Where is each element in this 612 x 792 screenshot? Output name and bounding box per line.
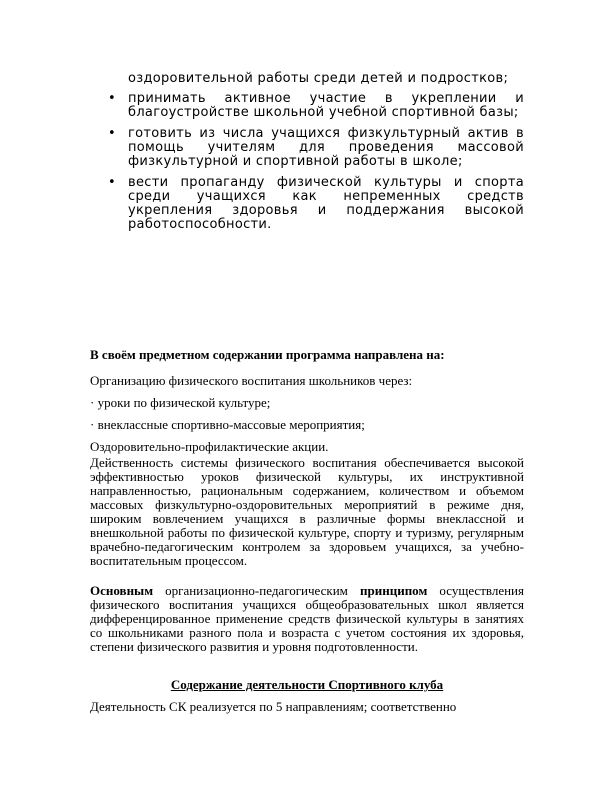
paragraph-actions: Оздоровительно-профилактические акции.: [90, 439, 329, 454]
bullet-icon: •: [108, 91, 116, 106]
list-item: [108, 92, 524, 120]
list-item-text: готовить из числа учащихся физкультурный актив в помощь учителям для проведения массовой физкультурной и спортивной работы в школе;: [128, 126, 524, 169]
paragraph-intro: Организацию физического воспитания школьников через:: [90, 373, 413, 388]
text-fragment: организационно-педагогическим: [153, 583, 361, 598]
bullet-icon: •: [108, 126, 116, 141]
list-item-text: принимать активное участие в укреплении и благоустройстве школьной учебной спортивной базы;: [128, 91, 524, 120]
paragraph-item-lessons: · уроки по физической культуре;: [90, 395, 271, 410]
bullet-icon: •: [108, 175, 116, 190]
paragraph-item-events: · внеклассные спортивно-массовые мероприятия;: [90, 417, 365, 432]
list-item: [108, 127, 524, 169]
bold-term-main: Основным: [90, 583, 154, 598]
paragraph-effectiveness: Действенность системы физического воспитания обеспечивается высокой эффективностью уроков физической культуры, их инструктивной направленностью, рациональным содержанием, количеством и объемом массовых физкультурно-оздоровительных мероприятий в режиме дня, широким вовлечением учащихся в различные формы внеклассной и внешкольной работы по физической культуре, спорту и туризму, регулярным врачебно-педагогическим контролем за здоровьем учащихся, за учебно-воспитательным процессом.: [90, 455, 524, 568]
list-item-text: вести пропаганду физической культуры и спорта среди учащихся как непременных средств укрепления здоровья и поддержания высокой работоспособности.: [128, 175, 524, 232]
club-intro-paragraph: Деятельность СК реализуется по 5 направлениям; соответственно: [90, 699, 457, 714]
bold-term-principle: принципом: [360, 583, 428, 598]
text-fragment: осуществления физического воспитания учащихся общеобразовательных школ является дифференцированное применение средств физической культуры в занятиях со школьниками разного пола и возраста с учетом состояния их здоровья, степени физического развития и уровня подготовленности.: [90, 583, 524, 654]
section-heading: В своём предметном содержании программа направлена на:: [90, 347, 445, 362]
club-section-title: Содержание деятельности Спортивного клуба: [170, 677, 444, 692]
list-continuation: оздоровительной работы среди детей и подростков;: [128, 71, 509, 86]
paragraph-principle: [90, 584, 524, 654]
bullet-list: [108, 92, 524, 239]
list-item: [108, 176, 524, 232]
